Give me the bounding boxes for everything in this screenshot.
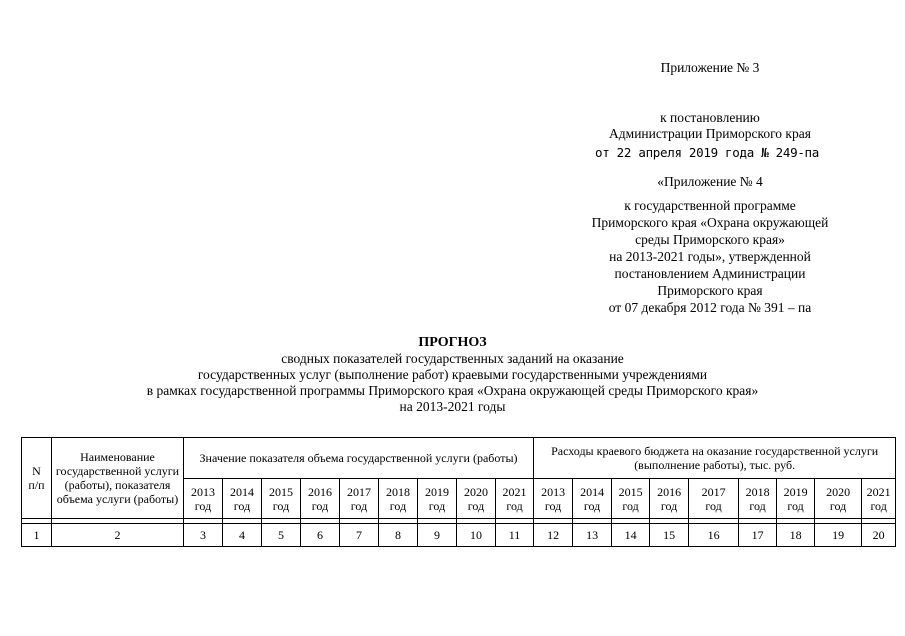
year-word: год (428, 498, 446, 513)
year-label: 2021 (866, 484, 891, 499)
title-line-4: на 2013-2021 годы (399, 399, 506, 414)
document-title (0, 335, 905, 415)
program-line-2: среды Приморского края» (635, 232, 785, 247)
appendix-4-label: «Приложение № 4 (657, 174, 763, 189)
header-volume-year-2020 (457, 479, 496, 519)
year-label: 2021 (502, 484, 527, 499)
appendix-3-label: Приложение № 3 (660, 60, 760, 75)
header-expense-year-2020 (815, 479, 862, 519)
column-number-6: 6 (301, 524, 340, 547)
year-label: 2016 (657, 484, 682, 499)
year-word: год (787, 498, 804, 513)
year-word: год (660, 498, 678, 513)
year-word: год (583, 498, 601, 513)
year-label: 2018 (386, 484, 410, 499)
column-number-4: 4 (223, 524, 262, 547)
title-line-2: государственных услуг (выполнение работ) краевыми государственными учреждениями (197, 367, 708, 382)
header-expense-year-2013 (534, 479, 573, 519)
forecast-table (21, 437, 896, 547)
year-word: год (389, 498, 407, 513)
column-number-5: 5 (262, 524, 301, 547)
administration-label: Администрации Приморского края (609, 126, 811, 141)
to-program-label: к государственной программе (624, 198, 796, 213)
program-line-5: Приморского края (657, 283, 763, 298)
year-label: 2014 (230, 484, 254, 499)
year-word: год (311, 498, 329, 513)
column-number-10: 10 (457, 524, 496, 547)
header-volume-year-2016 (301, 479, 340, 519)
header-num-l2: п/п (28, 478, 45, 492)
year-word: год (350, 498, 368, 513)
title-line-1: сводных показателей государственных заданий на оказание (281, 351, 624, 366)
column-number-12: 12 (534, 524, 573, 547)
header-expense-year-2016 (650, 479, 689, 519)
column-number-16: 16 (689, 524, 739, 547)
title-line-3: в рамках государственной программы Приморского края «Охрана окружающей среды Приморского края» (146, 383, 759, 398)
header-volume-year-2017 (340, 479, 379, 519)
header-volume-year-2019 (418, 479, 457, 519)
header-expense-year-2015 (612, 479, 650, 519)
header-expense-year-2019 (777, 479, 815, 519)
to-resolution-label: к постановлению (660, 110, 760, 125)
year-label: 2015 (269, 484, 293, 499)
year-label: 2016 (308, 484, 332, 499)
header-expense-year-2018 (739, 479, 777, 519)
header-volume-year-2015 (262, 479, 301, 519)
header-volume-year-2013 (184, 479, 223, 519)
column-number-17: 17 (739, 524, 777, 547)
year-label: 2020 (826, 484, 851, 499)
year-word: год (506, 498, 523, 513)
column-number-15: 15 (650, 524, 689, 547)
year-word: год (705, 498, 722, 513)
year-word: год (233, 498, 251, 513)
year-word: год (622, 498, 639, 513)
program-line-3: на 2013-2021 годы», утвержденной (609, 249, 811, 264)
column-number-9: 9 (418, 524, 457, 547)
year-word: год (829, 498, 847, 513)
header-expense-year-2021 (862, 479, 896, 519)
year-word: год (870, 498, 887, 513)
column-number-18: 18 (777, 524, 815, 547)
program-line-4: постановлением Администрации (614, 266, 806, 281)
year-label: 2018 (745, 484, 770, 499)
resolution-date: от 22 апреля 2019 года № 249-па (595, 145, 819, 160)
title-main: ПРОГНОЗ (418, 335, 487, 350)
year-label: 2013 (191, 484, 215, 499)
year-label: 2014 (580, 484, 605, 499)
year-label: 2020 (464, 484, 488, 499)
column-number-7: 7 (340, 524, 379, 547)
year-label: 2019 (425, 484, 449, 499)
column-number-2: 2 (52, 524, 184, 547)
header-service-name: Наименование государственной услуги (работы), показателя объема услуги (работы) (52, 438, 184, 519)
year-word: год (544, 498, 562, 513)
year-label: 2017 (701, 484, 726, 499)
program-line-6: от 07 декабря 2012 года № 391 – па (608, 300, 812, 315)
header-expense-group: Расходы краевого бюджета на оказание государственной услуги (выполнение работы), тыс. руб. (534, 438, 896, 479)
year-word: год (194, 498, 212, 513)
column-number-20: 20 (862, 524, 896, 547)
column-number-1: 1 (22, 524, 52, 547)
year-word: год (467, 498, 485, 513)
header-volume-group: Значение показателя объема государственной услуги (работы) (184, 438, 534, 479)
numbering-row (22, 524, 896, 547)
column-number-11: 11 (496, 524, 534, 547)
year-label: 2015 (618, 484, 643, 499)
header-volume-year-2018 (379, 479, 418, 519)
column-number-3: 3 (184, 524, 223, 547)
year-label: 2013 (541, 484, 566, 499)
program-line-1: Приморского края «Охрана окружающей (591, 215, 829, 230)
header-num-l1: N (32, 464, 41, 478)
header-expense-year-2014 (573, 479, 612, 519)
column-number-8: 8 (379, 524, 418, 547)
header-volume-year-2021 (496, 479, 534, 519)
header-expense-year-2017 (689, 479, 739, 519)
column-number-13: 13 (573, 524, 612, 547)
column-number-19: 19 (815, 524, 862, 547)
column-number-14: 14 (612, 524, 650, 547)
year-word: год (749, 498, 766, 513)
header-volume-year-2014 (223, 479, 262, 519)
year-word: год (272, 498, 290, 513)
year-label: 2019 (783, 484, 808, 499)
header-num (22, 438, 52, 519)
year-label: 2017 (347, 484, 371, 499)
